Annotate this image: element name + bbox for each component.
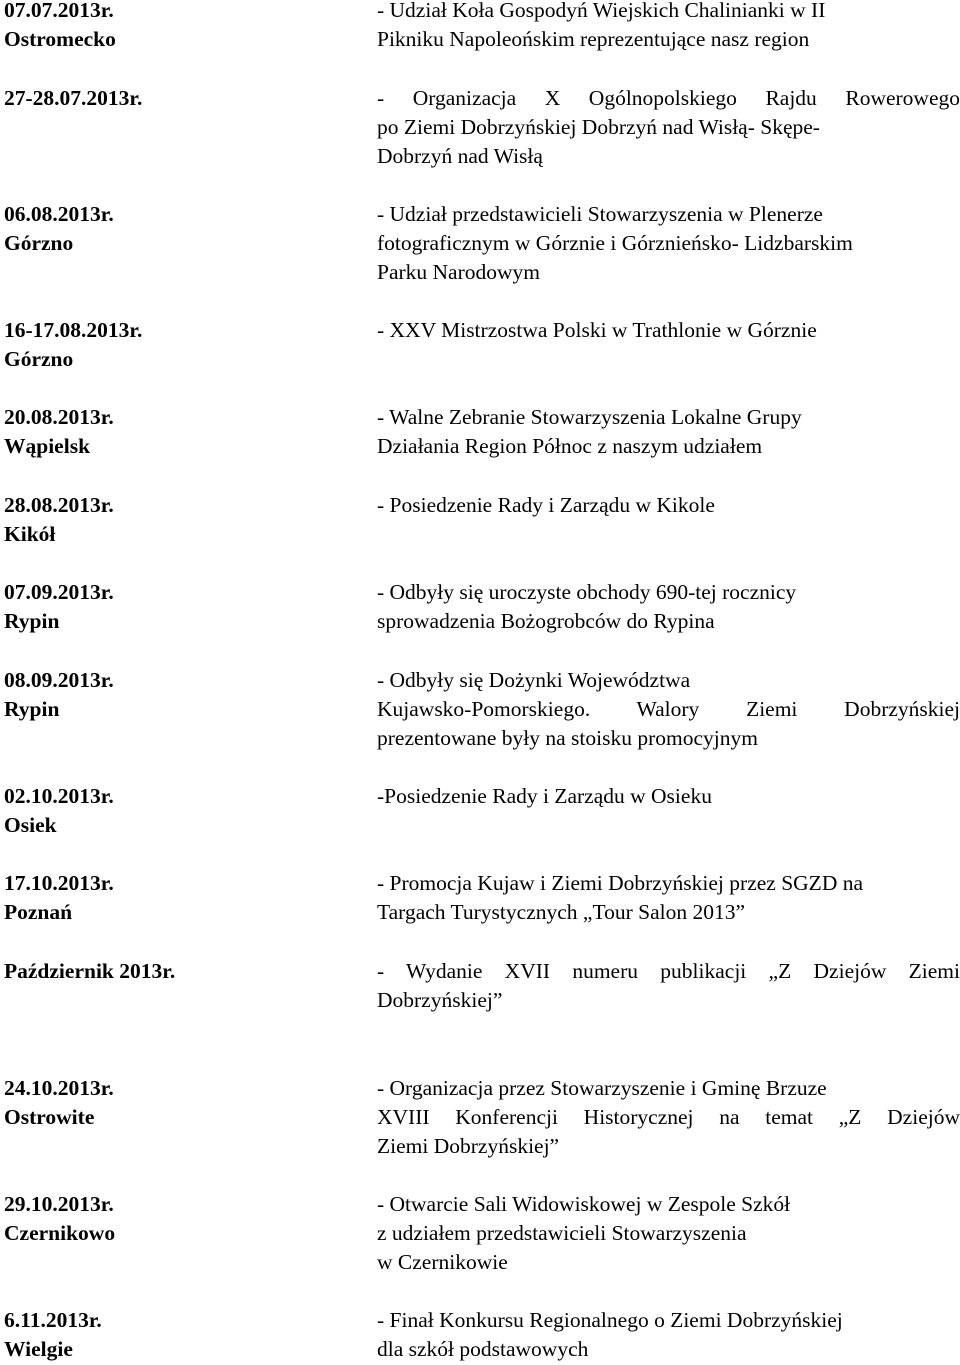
event-line: z udziałem przedstawicieli Stowarzyszenia — [377, 1221, 747, 1245]
event-description — [377, 316, 960, 345]
event-line: Kujawsko-Pomorskiego. Walory Ziemi Dobrzyńskiej — [377, 697, 960, 721]
event-place: Poznań — [4, 900, 73, 924]
event-description — [377, 491, 960, 520]
event-description — [377, 84, 960, 171]
event-line: - Finał Konkursu Regionalnego o Ziemi Dobrzyńskiej — [377, 1308, 843, 1332]
event-place: Wąpielsk — [4, 434, 91, 458]
event-line: XVIII Konferencji Historycznej na temat „Z Dziejów — [377, 1105, 960, 1129]
event-line: fotograficznym w Górznie i Górznieńsko- Lidzbarskim — [377, 231, 853, 255]
event-line: - XXV Mistrzostwa Polski w Trathlonie w Górznie — [377, 318, 817, 342]
event-date-place — [4, 84, 304, 113]
event-line: dla szkół podstawowych — [377, 1337, 589, 1361]
event-date: 07.07.2013r. — [4, 0, 114, 22]
event-line: - Promocja Kujaw i Ziemi Dobrzyńskiej przez SGZD na — [377, 871, 864, 895]
event-place: Ostromecko — [4, 27, 116, 51]
event-description — [377, 957, 960, 1015]
event-description — [377, 869, 960, 927]
event-place: Czernikowo — [4, 1221, 116, 1245]
event-date-place — [4, 957, 304, 986]
event-place: Wielgie — [4, 1337, 73, 1361]
event-line: - Odbyły się Dożynki Województwa — [377, 668, 691, 692]
event-date: 06.08.2013r. — [4, 202, 114, 226]
event-line: - Posiedzenie Rady i Zarządu w Kikole — [377, 493, 715, 517]
event-line: Ziemi Dobrzyńskiej” — [377, 1134, 560, 1158]
event-line: - Odbyły się uroczyste obchody 690-tej rocznicy — [377, 580, 797, 604]
event-date-place — [4, 491, 304, 549]
event-place: Rypin — [4, 697, 60, 721]
event-line: Parku Narodowym — [377, 260, 541, 284]
event-date: 17.10.2013r. — [4, 871, 114, 895]
event-description — [377, 578, 960, 636]
event-place: Rypin — [4, 609, 60, 633]
event-place: Górzno — [4, 231, 74, 255]
event-date: 29.10.2013r. — [4, 1192, 114, 1216]
event-line: - Organizacja X Ogólnopolskiego Rajdu Rowerowego — [377, 86, 960, 110]
event-line: - Walne Zebranie Stowarzyszenia Lokalne Grupy — [377, 405, 802, 429]
event-date: 20.08.2013r. — [4, 405, 114, 429]
event-line: Pikniku Napoleońskim reprezentujące nasz region — [377, 27, 810, 51]
event-line: w Czernikowie — [377, 1250, 508, 1274]
event-date-place — [4, 1306, 304, 1364]
event-place: Ostrowite — [4, 1105, 95, 1129]
event-date-place — [4, 578, 304, 636]
event-date: 07.09.2013r. — [4, 580, 114, 604]
event-date-place — [4, 782, 304, 840]
event-description — [377, 0, 960, 54]
event-date: Październik 2013r. — [4, 959, 176, 983]
event-date: 08.09.2013r. — [4, 668, 114, 692]
event-place: Osiek — [4, 813, 57, 837]
event-line: -Posiedzenie Rady i Zarządu w Osieku — [377, 784, 712, 808]
event-description — [377, 666, 960, 753]
event-date: 16-17.08.2013r. — [4, 318, 143, 342]
event-line: Działania Region Północ z naszym udziałem — [377, 434, 763, 458]
event-date: 24.10.2013r. — [4, 1076, 114, 1100]
event-date: 28.08.2013r. — [4, 493, 114, 517]
event-description — [377, 1306, 960, 1364]
event-description — [377, 1074, 960, 1161]
event-date-place — [4, 1190, 304, 1248]
event-line: - Organizacja przez Stowarzyszenie i Gminę Brzuze — [377, 1076, 827, 1100]
event-date-place — [4, 666, 304, 724]
event-line: - Udział Koła Gospodyń Wiejskich Chalinianki w II — [377, 0, 826, 22]
event-date-place — [4, 0, 304, 54]
event-description — [377, 403, 960, 461]
event-date-place — [4, 403, 304, 461]
event-line: Dobrzyń nad Wisłą — [377, 144, 543, 168]
event-date: 6.11.2013r. — [4, 1308, 102, 1332]
event-line: - Udział przedstawicieli Stowarzyszenia w Plenerze — [377, 202, 823, 226]
event-date-place — [4, 869, 304, 927]
event-line: po Ziemi Dobrzyńskiej Dobrzyń nad Wisłą- Skępe- — [377, 115, 820, 139]
event-date: 02.10.2013r. — [4, 784, 114, 808]
event-date: 27-28.07.2013r. — [4, 86, 143, 110]
event-description — [377, 1190, 960, 1277]
event-description — [377, 782, 960, 811]
event-line: Dobrzyńskiej” — [377, 988, 503, 1012]
event-date-place — [4, 200, 304, 258]
event-line: prezentowane były na stoisku promocyjnym — [377, 726, 758, 750]
event-place: Górzno — [4, 347, 74, 371]
event-line: Targach Turystycznych „Tour Salon 2013” — [377, 900, 745, 924]
event-line: - Otwarcie Sali Widowiskowej w Zespole Szkół — [377, 1192, 791, 1216]
event-date-place — [4, 316, 304, 374]
event-date-place — [4, 1074, 304, 1132]
event-place: Kikół — [4, 522, 56, 546]
event-description — [377, 200, 960, 287]
event-line: sprowadzenia Bożogrobców do Rypina — [377, 609, 715, 633]
event-line: - Wydanie XVII numeru publikacji „Z Dziejów Ziemi — [377, 959, 960, 983]
